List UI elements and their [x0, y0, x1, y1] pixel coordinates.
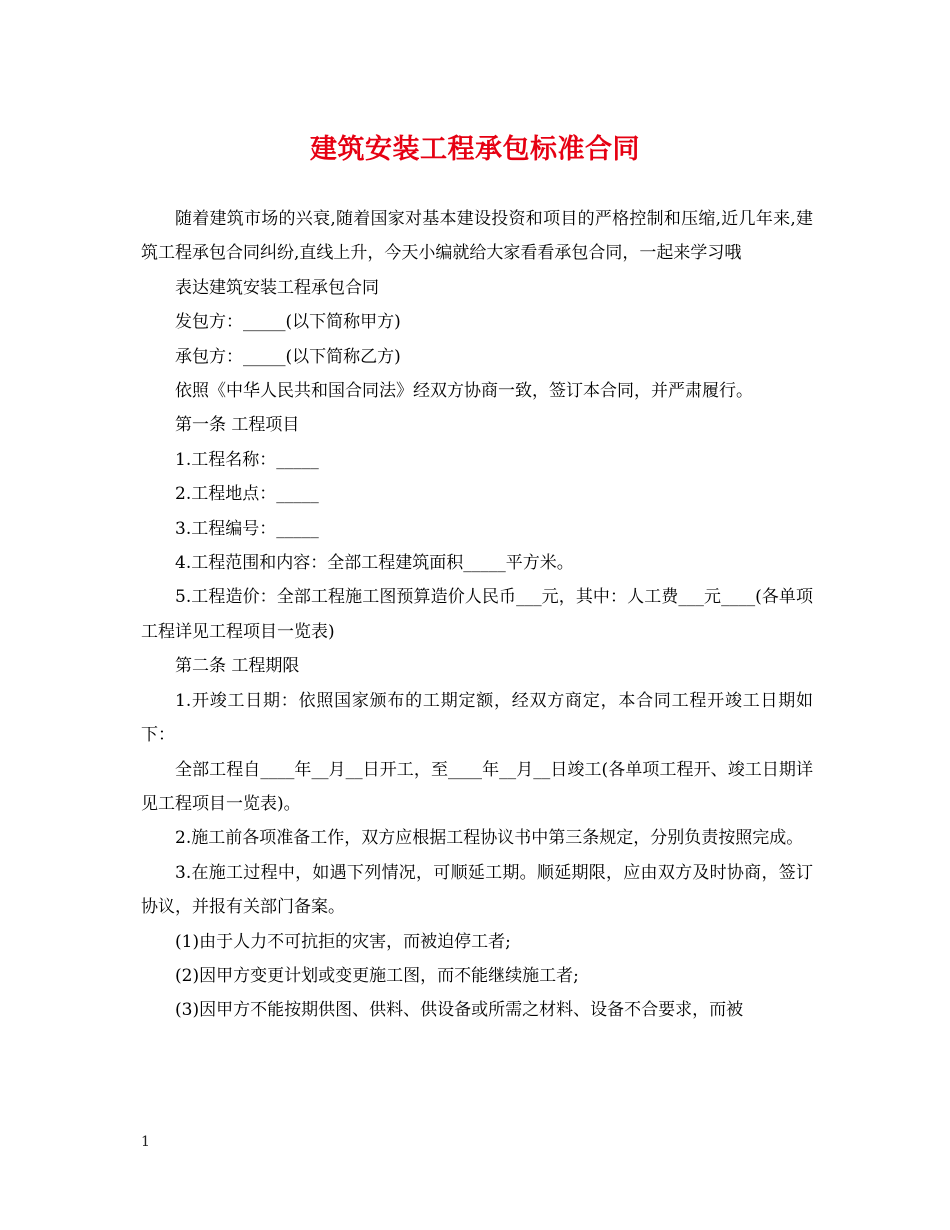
delay-extension-line: 3.在施工过程中，如遇下列情况，可顺延工期。顺延期限，应由双方及时协商，签订协议，并报有关部门备案。: [141, 862, 813, 918]
page-number: 1: [141, 1134, 150, 1150]
article-one-heading: 第一条 工程项目: [175, 415, 300, 436]
project-cost-line: 5.工程造价：全部工程施工图预算造价人民币___元，其中：人工费___元____(各单项工程详见工程项目一览表): [141, 587, 813, 642]
schedule-start-end-line: 1.开竣工日期：依照国家颁布的工期定额，经双方商定，本合同工程开竣工日期如下：: [141, 690, 813, 746]
project-scope-line: 4.工程范围和内容：全部工程建筑面积_____平方米。: [175, 553, 574, 574]
project-location-line: 2.工程地点：_____: [175, 484, 319, 505]
project-name-line: 1.工程名称：_____: [175, 449, 319, 470]
preparation-work-line: 2.施工前各项准备工作，双方应根据工程协议书中第三条规定，分别负责按照完成。: [175, 828, 804, 849]
paragraph-legal-basis: 依照《中华人民共和国合同法》经双方协商一致，签订本合同，并严肃履行。: [175, 381, 753, 402]
paragraph-contract-name: 表达建筑安装工程承包合同: [175, 277, 379, 298]
paragraph-contractor: 承包方：_____(以下简称乙方): [175, 346, 401, 367]
schedule-dates-line: 全部工程自____年__月__日开工，至____年__月__日竣工(各单项工程开、竣工日期详见工程项目一览表)。: [141, 759, 813, 814]
paragraph-intro: 随着建筑市场的兴衰,随着国家对基本建设投资和项目的严格控制和压缩,近几年来,建筑工程承包合同纠纷,直线上升，今天小编就给大家看看承包合同，一起来学习哦: [141, 209, 813, 264]
article-two-heading: 第二条 工程期限: [175, 656, 300, 677]
project-number-line: 3.工程编号：_____: [175, 518, 319, 539]
delay-reason-one: (1)由于人力不可抗拒的灾害，而被迫停工者;: [175, 931, 511, 952]
paragraph-employer: 发包方：_____(以下简称甲方): [175, 312, 401, 333]
document-body: [141, 202, 813, 1028]
delay-reason-three: (3)因甲方不能按期供图、供料、供设备或所需之材料、设备不合要求，而被: [175, 1000, 744, 1021]
document-title: 建筑安装工程承包标准合同: [310, 134, 640, 165]
delay-reason-two: (2)因甲方变更计划或变更施工图，而不能继续施工者;: [175, 965, 579, 986]
